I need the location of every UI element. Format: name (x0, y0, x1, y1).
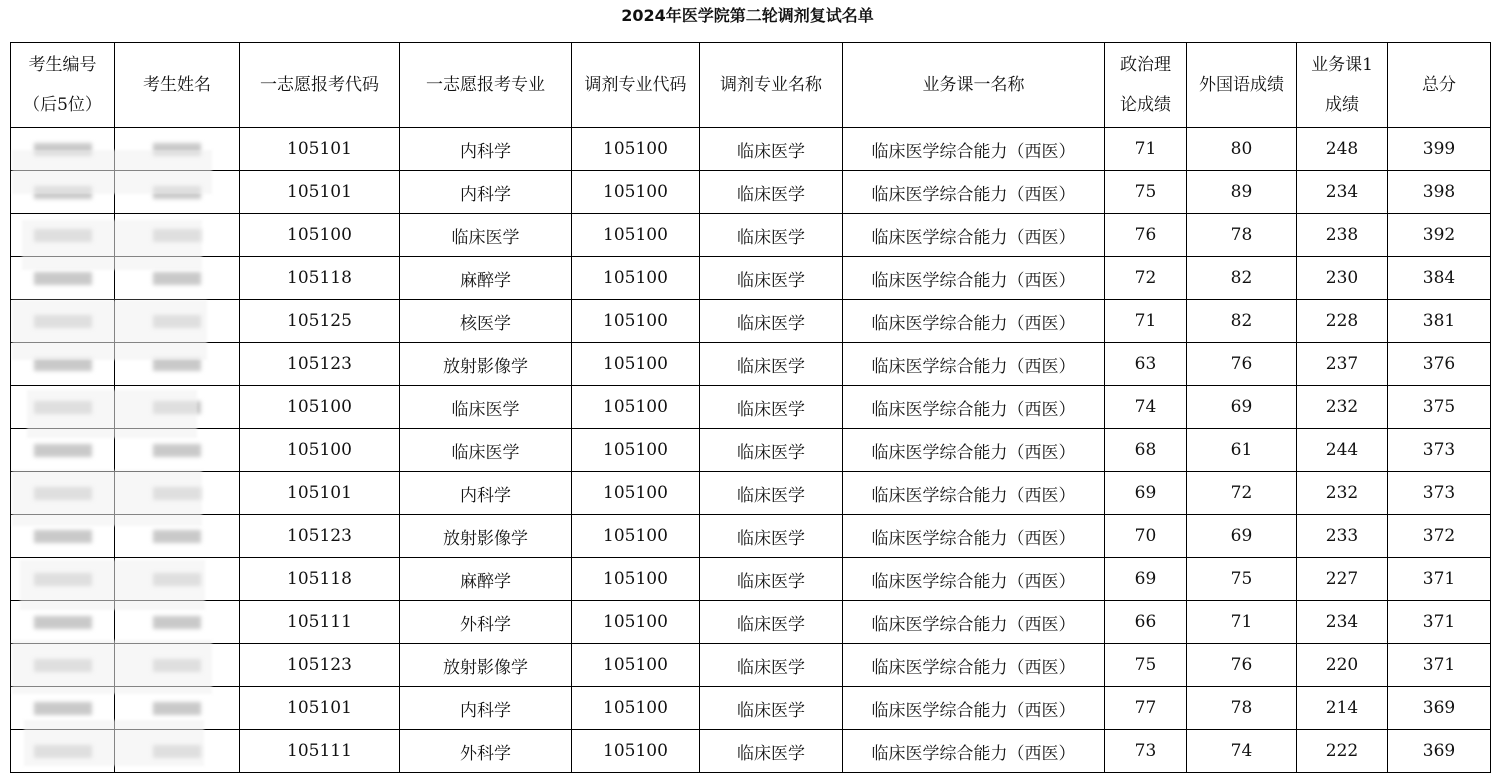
cell-adjusted-major: 临床医学 (700, 171, 843, 214)
redacted-id (34, 616, 92, 629)
cell-course-name: 临床医学综合能力（西医） (843, 300, 1105, 343)
cell-course-name: 临床医学综合能力（西医） (843, 558, 1105, 601)
cell-course-name: 临床医学综合能力（西医） (843, 214, 1105, 257)
redacted-id (34, 315, 92, 328)
cell-total-score: 381 (1388, 300, 1491, 343)
cell-candidate-id-redacted (11, 257, 115, 300)
header-candidate-name: 考生姓名 (115, 43, 240, 128)
cell-adjusted-code: 105100 (572, 214, 700, 257)
cell-adjusted-major: 临床医学 (700, 257, 843, 300)
cell-politics-score: 73 (1105, 730, 1187, 773)
cell-politics-score: 66 (1105, 601, 1187, 644)
redacted-name (153, 186, 201, 199)
header-politics-line2: 论成绩 (1120, 95, 1171, 115)
cell-total-score: 373 (1388, 472, 1491, 515)
cell-candidate-id-redacted (11, 644, 115, 687)
header-first-choice-major: 一志愿报考专业 (400, 43, 572, 128)
cell-first-choice-major: 临床医学 (400, 429, 572, 472)
cell-candidate-id-redacted (11, 128, 115, 171)
redacted-id (34, 358, 92, 371)
table-row (11, 429, 1491, 472)
cell-course-name: 临床医学综合能力（西医） (843, 257, 1105, 300)
cell-politics-score: 77 (1105, 687, 1187, 730)
cell-politics-score: 71 (1105, 128, 1187, 171)
cell-candidate-name-redacted (115, 687, 240, 730)
redacted-name (153, 745, 201, 758)
cell-first-choice-major: 麻醉学 (400, 558, 572, 601)
header-course1-score (1297, 43, 1388, 128)
cell-first-choice-major: 临床医学 (400, 386, 572, 429)
cell-first-choice-major: 临床医学 (400, 214, 572, 257)
cell-first-choice-code: 105111 (240, 730, 400, 773)
cell-adjusted-major: 临床医学 (700, 214, 843, 257)
table-row (11, 687, 1491, 730)
cell-total-score: 371 (1388, 644, 1491, 687)
cell-total-score: 376 (1388, 343, 1491, 386)
cell-candidate-id-redacted (11, 343, 115, 386)
cell-candidate-id-redacted (11, 730, 115, 773)
cell-candidate-name-redacted (115, 472, 240, 515)
redacted-id (34, 745, 92, 758)
candidate-table (10, 42, 1491, 773)
cell-course1-score: 244 (1297, 429, 1388, 472)
cell-candidate-id-redacted (11, 558, 115, 601)
cell-course-name: 临床医学综合能力（西医） (843, 343, 1105, 386)
cell-first-choice-major: 放射影像学 (400, 343, 572, 386)
cell-first-choice-major: 外科学 (400, 730, 572, 773)
table-row (11, 558, 1491, 601)
cell-adjusted-major: 临床医学 (700, 128, 843, 171)
cell-adjusted-major: 临床医学 (700, 730, 843, 773)
cell-candidate-id-redacted (11, 472, 115, 515)
table-row (11, 214, 1491, 257)
cell-adjusted-code: 105100 (572, 257, 700, 300)
cell-candidate-name-redacted (115, 257, 240, 300)
cell-politics-score: 71 (1105, 300, 1187, 343)
cell-course-name: 临床医学综合能力（西医） (843, 128, 1105, 171)
header-candidate-id-line2: （后5位） (23, 95, 102, 115)
cell-candidate-name-redacted (115, 515, 240, 558)
cell-adjusted-major: 临床医学 (700, 472, 843, 515)
header-candidate-id-line1: 考生编号 (28, 55, 97, 75)
cell-adjusted-code: 105100 (572, 128, 700, 171)
cell-politics-score: 69 (1105, 558, 1187, 601)
redacted-name (153, 616, 201, 629)
table-row (11, 601, 1491, 644)
table-row (11, 472, 1491, 515)
cell-adjusted-major: 临床医学 (700, 515, 843, 558)
cell-first-choice-major: 内科学 (400, 171, 572, 214)
cell-total-score: 371 (1388, 558, 1491, 601)
cell-candidate-name-redacted (115, 558, 240, 601)
cell-total-score: 369 (1388, 730, 1491, 773)
cell-politics-score: 72 (1105, 257, 1187, 300)
header-politics-score (1105, 43, 1187, 128)
cell-adjusted-code: 105100 (572, 515, 700, 558)
cell-first-choice-major: 内科学 (400, 128, 572, 171)
cell-first-choice-code: 105101 (240, 472, 400, 515)
cell-total-score: 399 (1388, 128, 1491, 171)
cell-foreign-language-score: 78 (1187, 214, 1297, 257)
cell-foreign-language-score: 80 (1187, 128, 1297, 171)
cell-politics-score: 75 (1105, 171, 1187, 214)
cell-course-name: 临床医学综合能力（西医） (843, 687, 1105, 730)
redacted-name (153, 444, 201, 457)
cell-course1-score: 228 (1297, 300, 1388, 343)
table-row (11, 300, 1491, 343)
header-row (11, 43, 1491, 128)
cell-candidate-name-redacted (115, 171, 240, 214)
cell-candidate-id-redacted (11, 214, 115, 257)
redacted-id (34, 272, 92, 285)
cell-adjusted-code: 105100 (572, 429, 700, 472)
redacted-id (34, 444, 92, 457)
cell-adjusted-major: 临床医学 (700, 429, 843, 472)
cell-candidate-id-redacted (11, 687, 115, 730)
cell-total-score: 373 (1388, 429, 1491, 472)
redacted-name (153, 401, 201, 414)
cell-adjusted-major: 临床医学 (700, 644, 843, 687)
cell-first-choice-major: 核医学 (400, 300, 572, 343)
cell-adjusted-code: 105100 (572, 171, 700, 214)
cell-first-choice-major: 放射影像学 (400, 515, 572, 558)
cell-course1-score: 234 (1297, 171, 1388, 214)
redacted-id (34, 659, 92, 672)
table-row (11, 128, 1491, 171)
cell-first-choice-major: 内科学 (400, 687, 572, 730)
cell-politics-score: 69 (1105, 472, 1187, 515)
cell-candidate-name-redacted (115, 343, 240, 386)
cell-foreign-language-score: 72 (1187, 472, 1297, 515)
cell-course-name: 临床医学综合能力（西医） (843, 472, 1105, 515)
cell-course1-score: 237 (1297, 343, 1388, 386)
cell-adjusted-code: 105100 (572, 558, 700, 601)
cell-course-name: 临床医学综合能力（西医） (843, 515, 1105, 558)
cell-adjusted-code: 105100 (572, 601, 700, 644)
cell-foreign-language-score: 71 (1187, 601, 1297, 644)
table-body (11, 128, 1491, 773)
cell-candidate-name-redacted (115, 386, 240, 429)
cell-course1-score: 220 (1297, 644, 1388, 687)
cell-candidate-name-redacted (115, 730, 240, 773)
cell-course1-score: 230 (1297, 257, 1388, 300)
cell-foreign-language-score: 69 (1187, 515, 1297, 558)
redacted-name (153, 659, 201, 672)
header-adjusted-code: 调剂专业代码 (572, 43, 700, 128)
table-row (11, 171, 1491, 214)
cell-candidate-id-redacted (11, 515, 115, 558)
header-course1-line1: 业务课1 (1311, 55, 1373, 75)
redacted-name (153, 573, 201, 586)
cell-first-choice-code: 105118 (240, 558, 400, 601)
cell-politics-score: 74 (1105, 386, 1187, 429)
redacted-name (153, 530, 201, 543)
page-title: 2024年医学院第二轮调剂复试名单 (621, 6, 874, 25)
cell-adjusted-code: 105100 (572, 386, 700, 429)
cell-first-choice-code: 105123 (240, 644, 400, 687)
cell-candidate-name-redacted (115, 601, 240, 644)
cell-candidate-name-redacted (115, 429, 240, 472)
cell-first-choice-code: 105100 (240, 214, 400, 257)
cell-first-choice-code: 105100 (240, 429, 400, 472)
redacted-id (34, 573, 92, 586)
cell-course1-score: 222 (1297, 730, 1388, 773)
cell-candidate-id-redacted (11, 601, 115, 644)
redacted-name (153, 143, 201, 156)
cell-total-score: 384 (1388, 257, 1491, 300)
cell-course1-score: 234 (1297, 601, 1388, 644)
cell-total-score: 375 (1388, 386, 1491, 429)
redacted-name (153, 358, 201, 371)
cell-adjusted-code: 105100 (572, 343, 700, 386)
cell-adjusted-code: 105100 (572, 644, 700, 687)
cell-adjusted-major: 临床医学 (700, 300, 843, 343)
cell-candidate-name-redacted (115, 644, 240, 687)
cell-first-choice-code: 105100 (240, 386, 400, 429)
cell-adjusted-code: 105100 (572, 300, 700, 343)
redacted-name (153, 315, 201, 328)
cell-foreign-language-score: 75 (1187, 558, 1297, 601)
cell-first-choice-major: 麻醉学 (400, 257, 572, 300)
cell-adjusted-major: 临床医学 (700, 386, 843, 429)
cell-candidate-id-redacted (11, 300, 115, 343)
cell-candidate-name-redacted (115, 214, 240, 257)
table-row (11, 257, 1491, 300)
header-course1-line2: 成绩 (1325, 95, 1359, 115)
table-row (11, 343, 1491, 386)
redacted-id (34, 143, 92, 156)
cell-foreign-language-score: 74 (1187, 730, 1297, 773)
cell-course-name: 临床医学综合能力（西医） (843, 644, 1105, 687)
cell-foreign-language-score: 78 (1187, 687, 1297, 730)
cell-first-choice-code: 105123 (240, 515, 400, 558)
redacted-id (34, 401, 92, 414)
cell-course1-score: 233 (1297, 515, 1388, 558)
cell-course1-score: 232 (1297, 386, 1388, 429)
cell-candidate-name-redacted (115, 128, 240, 171)
cell-first-choice-major: 放射影像学 (400, 644, 572, 687)
cell-first-choice-code: 105123 (240, 343, 400, 386)
cell-candidate-name-redacted (115, 300, 240, 343)
cell-total-score: 371 (1388, 601, 1491, 644)
cell-course1-score: 214 (1297, 687, 1388, 730)
redacted-id (34, 186, 92, 199)
redacted-id (34, 487, 92, 500)
table-row (11, 644, 1491, 687)
cell-first-choice-code: 105125 (240, 300, 400, 343)
cell-first-choice-major: 内科学 (400, 472, 572, 515)
cell-politics-score: 70 (1105, 515, 1187, 558)
cell-adjusted-code: 105100 (572, 472, 700, 515)
cell-foreign-language-score: 76 (1187, 644, 1297, 687)
cell-first-choice-code: 105111 (240, 601, 400, 644)
table-row (11, 730, 1491, 773)
cell-foreign-language-score: 89 (1187, 171, 1297, 214)
cell-foreign-language-score: 76 (1187, 343, 1297, 386)
table-row (11, 386, 1491, 429)
redacted-name (153, 702, 201, 715)
cell-candidate-id-redacted (11, 171, 115, 214)
cell-course-name: 临床医学综合能力（西医） (843, 730, 1105, 773)
cell-course1-score: 227 (1297, 558, 1388, 601)
redacted-id (34, 530, 92, 543)
cell-candidate-id-redacted (11, 429, 115, 472)
cell-politics-score: 76 (1105, 214, 1187, 257)
cell-adjusted-code: 105100 (572, 687, 700, 730)
redacted-name (153, 272, 201, 285)
cell-adjusted-major: 临床医学 (700, 687, 843, 730)
header-adjusted-major: 调剂专业名称 (700, 43, 843, 128)
table-header (11, 43, 1491, 128)
cell-course-name: 临床医学综合能力（西医） (843, 601, 1105, 644)
cell-total-score: 372 (1388, 515, 1491, 558)
cell-candidate-id-redacted (11, 386, 115, 429)
redacted-name (153, 229, 201, 242)
cell-adjusted-code: 105100 (572, 730, 700, 773)
header-first-choice-code: 一志愿报考代码 (240, 43, 400, 128)
cell-adjusted-major: 临床医学 (700, 601, 843, 644)
redacted-id (34, 229, 92, 242)
redacted-name (153, 487, 201, 500)
cell-first-choice-code: 105101 (240, 687, 400, 730)
cell-course1-score: 238 (1297, 214, 1388, 257)
cell-first-choice-code: 105101 (240, 171, 400, 214)
cell-adjusted-major: 临床医学 (700, 558, 843, 601)
cell-politics-score: 68 (1105, 429, 1187, 472)
cell-politics-score: 75 (1105, 644, 1187, 687)
cell-course-name: 临床医学综合能力（西医） (843, 386, 1105, 429)
cell-course-name: 临床医学综合能力（西医） (843, 171, 1105, 214)
cell-course1-score: 232 (1297, 472, 1388, 515)
cell-first-choice-major: 外科学 (400, 601, 572, 644)
cell-adjusted-major: 临床医学 (700, 343, 843, 386)
cell-total-score: 392 (1388, 214, 1491, 257)
cell-course1-score: 248 (1297, 128, 1388, 171)
cell-first-choice-code: 105118 (240, 257, 400, 300)
header-politics-line1: 政治理 (1120, 55, 1171, 75)
header-total-score: 总分 (1388, 43, 1491, 128)
header-foreign-language-score: 外国语成绩 (1187, 43, 1297, 128)
cell-foreign-language-score: 61 (1187, 429, 1297, 472)
cell-foreign-language-score: 82 (1187, 257, 1297, 300)
table-row (11, 515, 1491, 558)
header-candidate-id (11, 43, 115, 128)
cell-total-score: 398 (1388, 171, 1491, 214)
cell-total-score: 369 (1388, 687, 1491, 730)
cell-foreign-language-score: 82 (1187, 300, 1297, 343)
cell-first-choice-code: 105101 (240, 128, 400, 171)
cell-course-name: 临床医学综合能力（西医） (843, 429, 1105, 472)
redacted-id (34, 702, 92, 715)
header-course-name: 业务课一名称 (843, 43, 1105, 128)
cell-foreign-language-score: 69 (1187, 386, 1297, 429)
cell-politics-score: 63 (1105, 343, 1187, 386)
